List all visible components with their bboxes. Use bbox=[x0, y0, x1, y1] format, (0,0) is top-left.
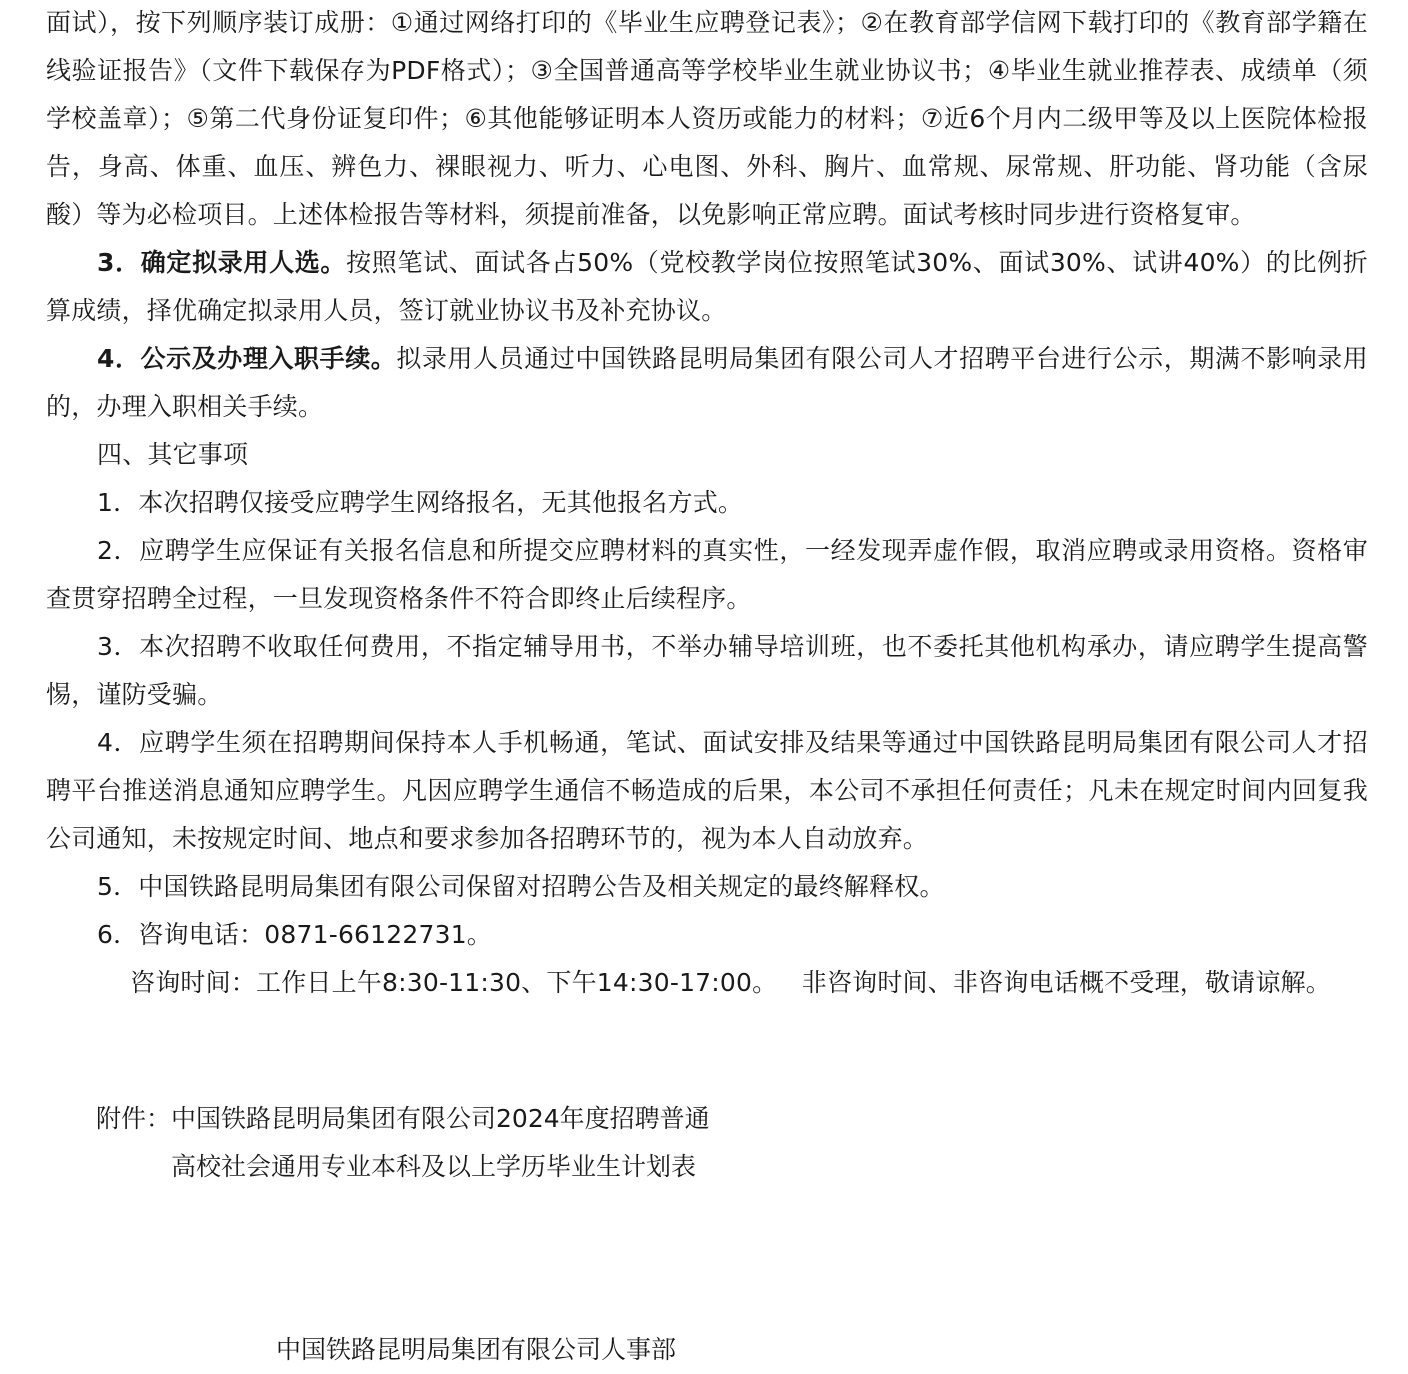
paragraph-application-materials: 面试），按下列顺序装订成册：①通过网络打印的《毕业生应聘登记表》；②在教育部学信网下载打印的《教育部学籍在线验证报告》（文件下载保存为PDF格式）；③全国普通高等学校毕业生就业协议书；④毕业生就业推荐表、成绩单（须学校盖章）；⑤第二代身份证复印件；⑥其他能够证明本人资历或能力的材料；⑦近6个月内二级甲等及以上医院体检报告，身高、体重、血压、辨色力、裸眼视力、听力、心电图、外科、胸片、血常规、尿常规、肝功能、肾功能（含尿酸）等为必检项目。上述体检报告等材料，须提前准备，以免影响正常应聘。面试考核时同步进行资格复审。 bbox=[46, 8, 1368, 229]
item-title-onboarding: 4．公示及办理入职手续。 bbox=[97, 344, 397, 373]
paragraph-onboarding bbox=[46, 335, 1368, 431]
item-title-determine-candidates: 3．确定拟录用人选。 bbox=[97, 248, 347, 277]
attachment-label: 附件： bbox=[96, 1104, 172, 1133]
signature-department: 中国铁路昆明局集团有限公司人事部 bbox=[276, 1335, 677, 1364]
item-body-onboarding: 拟录用人员通过中国铁路昆明局集团有限公司人才招聘平台进行公示，期满不影响录用的，办理入职相关手续。 bbox=[46, 344, 1369, 421]
paragraph-determine-candidates bbox=[46, 239, 1368, 335]
section-heading-other-matters: 四、其它事项 bbox=[97, 440, 249, 469]
other-item-1: 1．本次招聘仅接受应聘学生网络报名，无其他报名方式。 bbox=[97, 488, 744, 517]
other-item-5: 5．中国铁路昆明局集团有限公司保留对招聘公告及相关规定的最终解释权。 bbox=[97, 872, 945, 901]
other-item-2: 2．应聘学生应保证有关报名信息和所提交应聘材料的真实性，一经发现弄虚作假，取消应聘或录用资格。资格审查贯穿招聘全过程，一旦发现资格条件不符合即终止后续程序。 bbox=[46, 536, 1368, 613]
other-item-4: 4．应聘学生须在招聘期间保持本人手机畅通，笔试、面试安排及结果等通过中国铁路昆明局集团有限公司人才招聘平台推送消息通知应聘学生。凡因应聘学生通信不畅造成的后果，本公司不承担任何责任；凡未在规定时间内回复我公司通知，未按规定时间、地点和要求参加各招聘环节的，视为本人自动放弃。 bbox=[46, 728, 1368, 853]
attachment-title-line-2: 高校社会通用专业本科及以上学历毕业生计划表 bbox=[171, 1152, 697, 1181]
other-item-6-phone: 6．咨询电话：0871-66122731。 bbox=[97, 920, 492, 949]
attachment-title-line-1: 中国铁路昆明局集团有限公司2024年度招聘普通 bbox=[171, 1104, 710, 1133]
item-body-determine-candidates: 按照笔试、面试各占50%（党校教学岗位按照笔试30%、面试30%、试讲40%）的比例折算成绩，择优确定拟录用人员，签订就业协议书及补充协议。 bbox=[46, 248, 1368, 325]
consult-time: 咨询时间：工作日上午8:30-11:30、下午14:30-17:00。 非咨询时间、非咨询电话概不受理，敬请谅解。 bbox=[130, 968, 1331, 997]
other-item-3: 3．本次招聘不收取任何费用，不指定辅导用书，不举办辅导培训班，也不委托其他机构承办，请应聘学生提高警惕，谨防受骗。 bbox=[46, 632, 1368, 709]
attachment-title bbox=[171, 1095, 710, 1191]
attachment-block bbox=[96, 1095, 710, 1191]
document-body bbox=[46, 0, 1368, 1007]
